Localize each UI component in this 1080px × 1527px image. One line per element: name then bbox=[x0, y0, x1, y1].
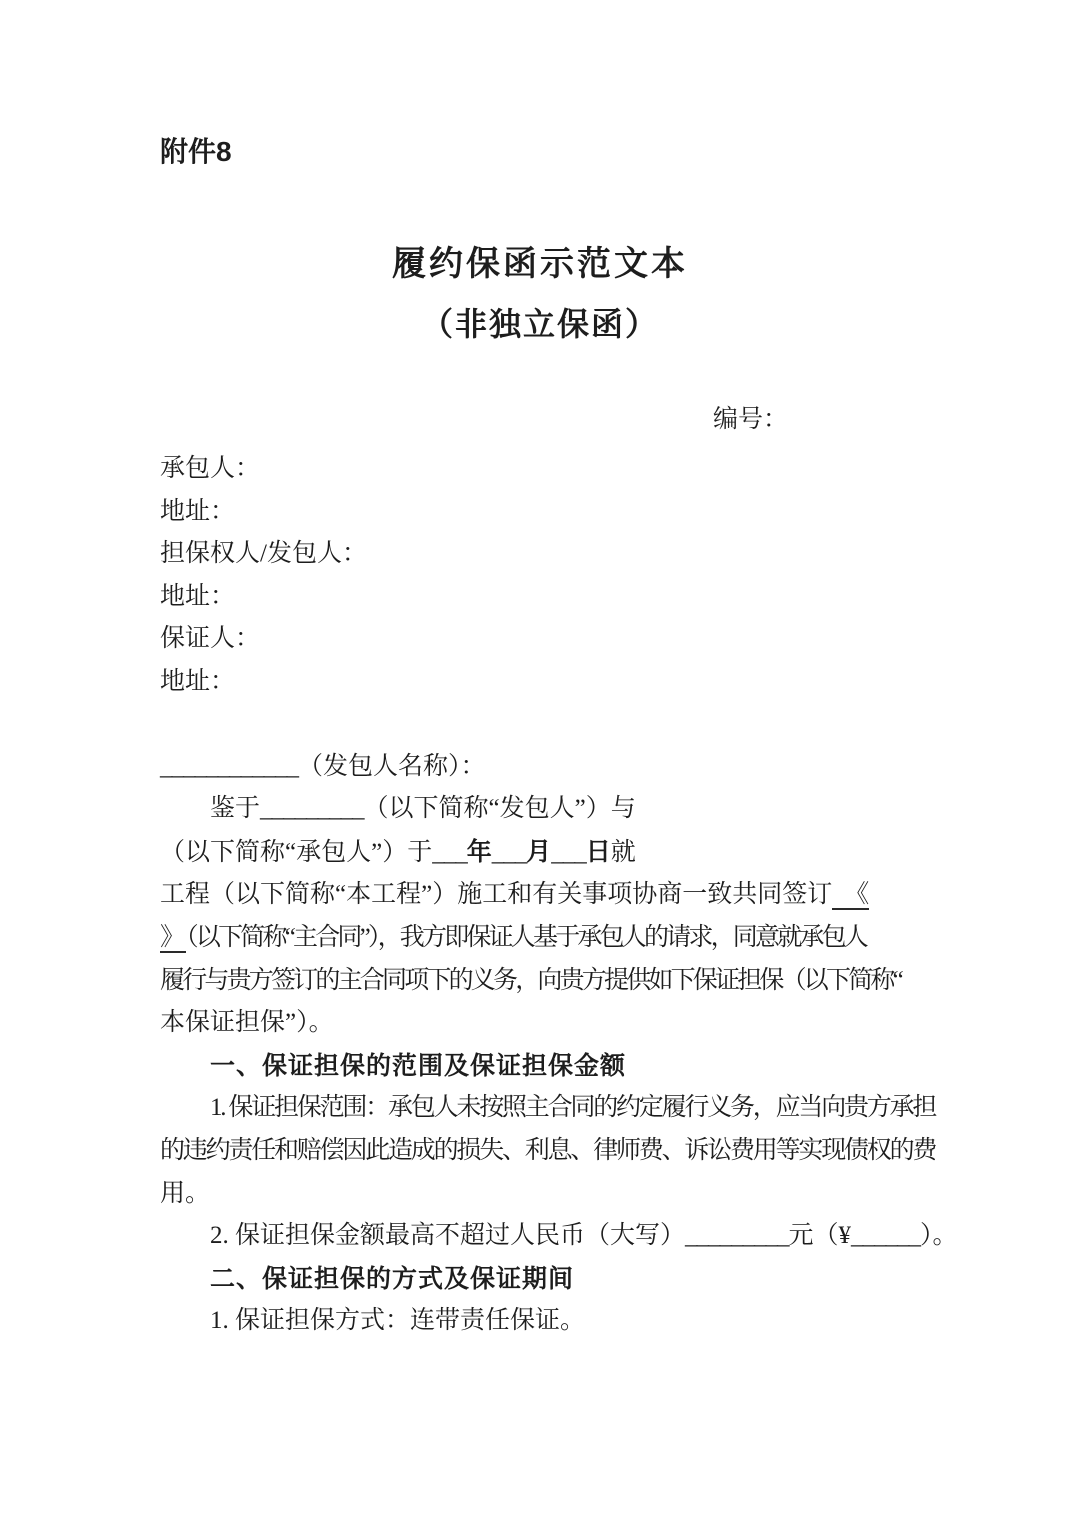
month-blank: ___ bbox=[491, 838, 527, 866]
month-char: 月 bbox=[526, 837, 552, 866]
contract-line-text: （以下简称“主合同”），我方即保证人基于承包人的请求，同意就承包人 bbox=[186, 923, 866, 951]
section1-heading: 一、保证担保的范围及保证担保金额 bbox=[210, 1051, 627, 1080]
section1-item1-line2: 的违约责任和赔偿因此造成的损失、利息、律师费、诉讼费用等实现债权的费 bbox=[160, 1136, 936, 1164]
obligee-employer-label: 担保权人/发包人： bbox=[160, 540, 367, 568]
perform-line: 履行与贵方签订的主合同项下的义务，向贵方提供如下保证担保（以下简称“ bbox=[160, 966, 901, 994]
document-subtitle: （非独立保函） bbox=[420, 306, 659, 342]
employer-short-blank: _________ bbox=[260, 795, 364, 823]
salutation-text: （发包人名称）： bbox=[298, 752, 486, 780]
amount-mid: 元（¥ bbox=[788, 1222, 852, 1250]
perform-line-end: 本保证担保”）。 bbox=[160, 1009, 334, 1037]
parties-block bbox=[160, 448, 920, 704]
contract-title-open-bracket: 《 bbox=[832, 881, 869, 910]
obligee-address-label: 地址： bbox=[160, 582, 236, 610]
contractor-address-label: 地址： bbox=[160, 497, 236, 525]
document-title: 履约保函示范文本 bbox=[392, 246, 688, 283]
contractor-label: 承包人： bbox=[160, 455, 261, 482]
doc-number-label: 编号： bbox=[712, 406, 788, 433]
contract-line bbox=[160, 917, 920, 960]
contract-title-close-bracket: 》 bbox=[160, 924, 186, 953]
whereas-suffix: （以下简称“发包人”）与 bbox=[363, 795, 636, 823]
employer-name-blank: ____________ bbox=[160, 752, 298, 780]
date-line-suffix: 就 bbox=[610, 838, 636, 866]
whereas-prefix: 鉴于 bbox=[210, 795, 261, 823]
guarantor-address-label: 地址： bbox=[160, 667, 236, 695]
project-line bbox=[160, 874, 920, 917]
project-line-text: 工程（以下简称“本工程”）施工和有关事项协商一致共同签订 bbox=[160, 881, 833, 909]
amount-prefix: 2. 保证担保金额最高不超过人民币（大写） bbox=[210, 1222, 686, 1250]
section1-item1-line3: 用。 bbox=[160, 1179, 211, 1207]
amount-suffix: ）。 bbox=[920, 1222, 958, 1250]
salutation-line bbox=[160, 746, 920, 789]
whereas-line bbox=[160, 788, 920, 831]
date-line-prefix: （以下简称“承包人”）于 bbox=[160, 838, 433, 866]
attachment-label: 附件8 bbox=[160, 136, 232, 167]
section2-heading: 二、保证担保的方式及保证期间 bbox=[210, 1264, 575, 1293]
year-blank: ___ bbox=[432, 838, 467, 866]
guarantor-label: 保证人： bbox=[160, 625, 261, 653]
amount-words-blank: _________ bbox=[685, 1222, 789, 1250]
day-char: 日 bbox=[585, 837, 611, 866]
document-body bbox=[160, 746, 958, 1343]
section1-item1-line1: 1. 保证担保范围：承包人未按照主合同的约定履行义务，应当向贵方承担 bbox=[210, 1094, 936, 1122]
day-blank: ___ bbox=[551, 838, 586, 866]
section2-item1-line: 1. 保证担保方式：连带责任保证。 bbox=[210, 1307, 586, 1335]
year-char: 年 bbox=[466, 837, 492, 866]
section1-item2-line bbox=[160, 1215, 958, 1258]
date-line bbox=[160, 831, 920, 875]
amount-figures-blank: ______ bbox=[851, 1222, 921, 1250]
